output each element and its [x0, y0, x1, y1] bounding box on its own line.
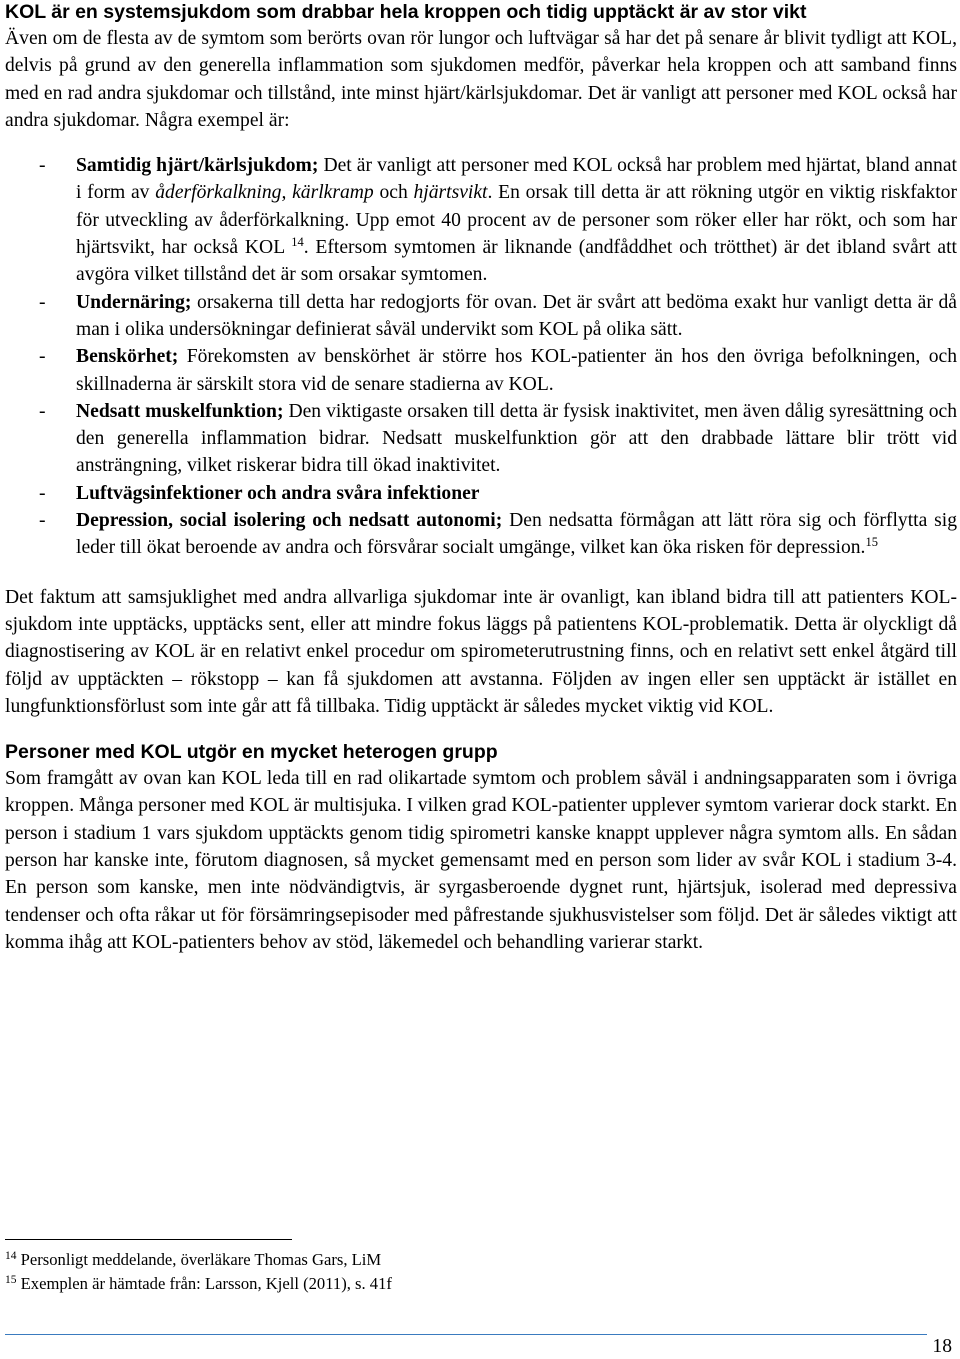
page-number: 18 [932, 1336, 952, 1357]
document-page [5, 0, 957, 956]
list-item [5, 398, 957, 480]
footnote-ref-14[interactable]: 14 [291, 235, 304, 250]
footnote-ref-15[interactable]: 15 [865, 535, 878, 550]
list-item [5, 289, 957, 344]
list-dash: - [39, 400, 46, 422]
list-term: Samtidig hjärt/kärlsjukdom; [76, 155, 319, 177]
footnote-15 [5, 1274, 392, 1294]
list-item [5, 343, 957, 398]
list-term: Benskörhet; [76, 346, 179, 368]
list-dash: - [39, 291, 46, 313]
footnote-text: Personligt meddelande, överläkare Thomas Gars, LiM [20, 1250, 382, 1269]
list-item [5, 480, 957, 507]
footnote-text: Exemplen är hämtade från: Larsson, Kjell (2011), s. 41f [20, 1274, 392, 1293]
list-text: Det är vanligt att personer med KOL också har problem med hjärtat, bland annat i form av [76, 155, 957, 204]
section-heading-systemsjukdom: KOL är en systemsjukdom som drabbar hela kroppen och tidig upptäckt är av stor vikt [5, 1, 807, 23]
closing-paragraph: Det faktum att samsjuklighet med andra allvarliga sjukdomar inte är ovanligt, kan ibland bidra till att patienters KOL-sjukdom inte upptäcks, upptäcks sent, eller att mindre fokus läggs på patientens KOL-problematik. Detta är olyckligt då diagnostisering av KOL är en relativt enkel procedur om spirometerutrustning finns, och en relativt sett enkel åtgärd till följd av upptäckten – rökstopp – kan få sjukdomen att avstanna. Följden av ingen eller sen upptäckt är istället en lungfunktionsförlust som inte går att få tillbaka. Tidig upptäckt är således mycket viktig vid KOL. [5, 586, 957, 717]
list-text: och [373, 182, 414, 204]
list-text: Förekomsten av benskörhet är större hos KOL-patienter än hos den övriga befolkningen, och skillnaderna är särskilt stora vid de senare stadierna av KOL. [76, 346, 957, 395]
footnote-number: 14 [5, 1250, 17, 1262]
list-text: Den nedsatta förmågan att lätt röra sig och förflytta sig leder till ökat beroende av andra och försvårar socialt umgänge, vilket kan öka risken för depression. [76, 510, 957, 559]
list-item [5, 152, 957, 288]
list-dash: - [39, 346, 46, 368]
list-term: Depression, social isolering och nedsatt autonomi; [76, 510, 503, 532]
list-text: . En orsak till detta är att rökning utgör en viktig riskfaktor för utveckling av åderförkalkning. Upp emot 40 procent av de personer som röker eller har rökt, och som har hjärtsvikt, har också KOL [76, 182, 957, 259]
list-term: Luftvägsinfektioner och andra svåra infektioner [76, 482, 480, 504]
list-term: Nedsatt muskelfunktion; [76, 400, 284, 422]
list-dash: - [39, 482, 46, 504]
list-item [5, 507, 957, 562]
footnote-14 [5, 1250, 381, 1270]
footer-rule [5, 1334, 927, 1335]
footnote-separator [5, 1239, 292, 1240]
footnote-number: 15 [5, 1274, 17, 1286]
comorbidity-list [5, 152, 957, 561]
list-italic: hjärtsvikt [413, 182, 488, 204]
list-italic: åderförkalkning, kärlkramp [155, 182, 374, 204]
list-text: . Eftersom symtomen är liknande (andfåddhet och trötthet) är det ibland svårt att avgöra vilket tillstånd det är som orsakar symtomen. [76, 237, 957, 286]
section-heading-heterogen-grupp: Personer med KOL utgör en mycket heterogen grupp [5, 741, 498, 764]
list-text: orsakerna till detta har redogjorts för ovan. Det är svårt att bedöma exakt hur vanligt detta är då man i olika undersökningar definierat såväl undervikt som KOL på olika sätt. [76, 291, 957, 340]
heterogen-paragraph: Som framgått av ovan kan KOL leda till en rad olikartade symtom och problem såväl i andningsapparaten som i övriga kroppen. Många personer med KOL är multisjuka. I vilken grad KOL-patienter upplever symtom varierar dock starkt. En person i stadium 1 vars sjukdom upptäckts genom tidig spirometri kanske knappt upplever några symtom alls. En sådan person har kanske inte, förutom diagnosen, så mycket gemensamt med en person som lider av svår KOL i stadium 3-4. En person som kanske, men inte nödvändigtvis, är syrgasberoende dygnet runt, hjärtsjuk, isolerad med depressiva tendenser och ofta råkar ut för försämringsepisoder med påfrestande sjukhusvistelser som följd. Det är således viktigt att komma ihåg att KOL-patienters behov av stöd, läkemedel och behandling varierar starkt. [5, 768, 957, 953]
intro-paragraph: Även om de flesta av de symtom som berörts ovan rör lungor och luftvägar så har det på senare år blivit tydligt att KOL, delvis på grund av den generella inflammation som sjukdomen medför, påverkar hela kroppen och att samband finns med en rad andra sjukdomar och tillstånd, inte minst hjärt/kärlsjukdomar. Det är vanligt att personer med KOL också har andra sjukdomar. Några exempel är: [5, 28, 957, 131]
list-dash: - [39, 510, 46, 532]
list-dash: - [39, 155, 46, 177]
list-text: Den viktigaste orsaken till detta är fysisk inaktivitet, men även dålig syresättning och den generella inflammation bidrar. Nedsatt muskelfunktion gör att den drabbade lättare blir trött vid ansträngning, vilket riskerar bidra till ökad inaktivitet. [76, 400, 957, 477]
list-term: Undernäring; [76, 291, 192, 313]
